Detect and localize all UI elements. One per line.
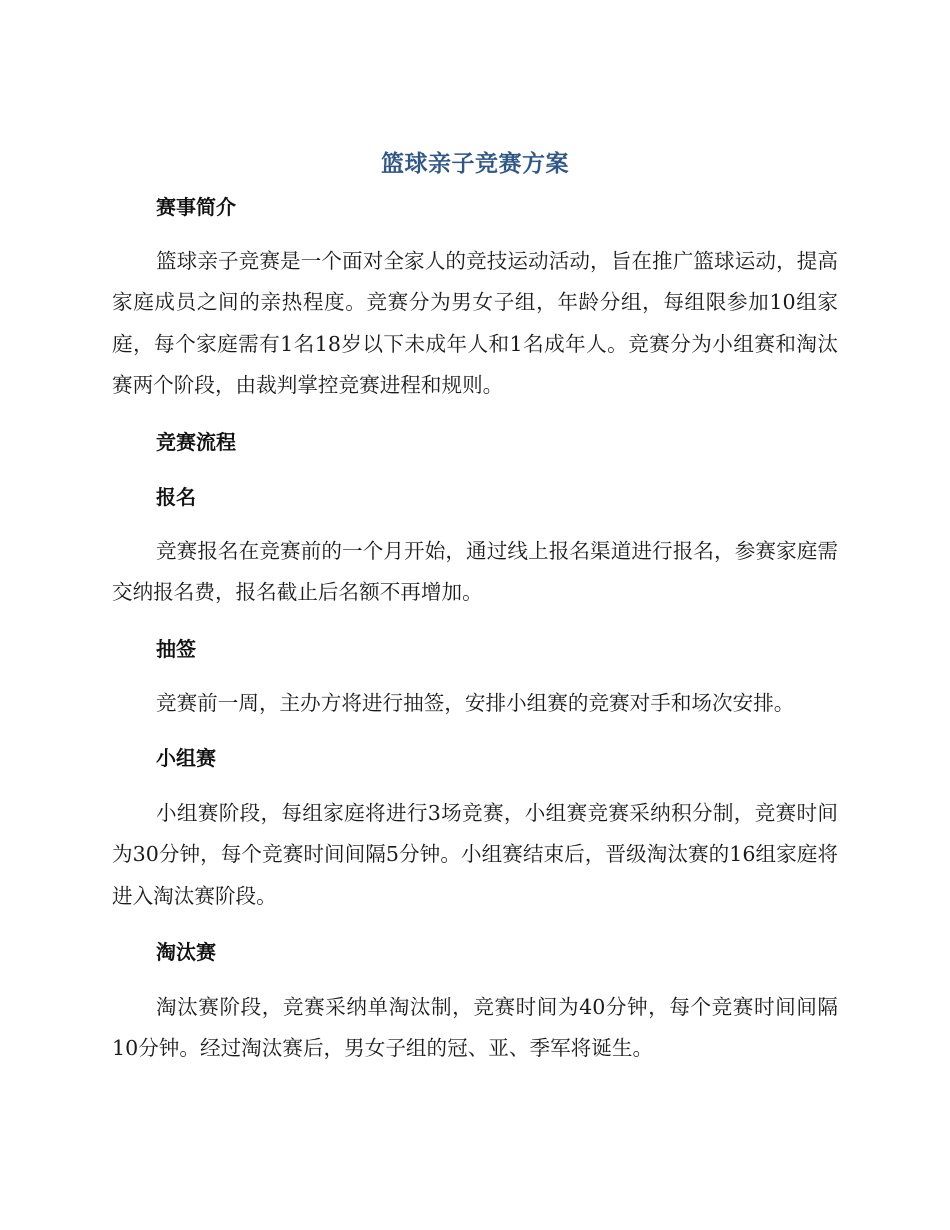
document-title: 篮球亲子竞赛方案 [381, 151, 569, 177]
section-paragraph-intro: 篮球亲子竞赛是一个面对全家人的竞技运动活动，旨在推广篮球运动，提高家庭成员之间的亲热程度。竞赛分为男女子组，年龄分组，每组限参加10组家庭，每个家庭需有1名18岁以下未成年人和1名成年人。竞赛分为小组赛和淘汰赛两个阶段，由裁判掌控竞赛进程和规则。 [112, 249, 838, 397]
section-paragraph-group-stage: 小组赛阶段，每组家庭将进行3场竞赛，小组赛竞赛采纳积分制，竞赛时间为30分钟，每个竞赛时间间隔5分钟。小组赛结束后，晋级淘汰赛的16组家庭将进入淘汰赛阶段。 [112, 801, 838, 908]
section-heading-draw: 抽签 [156, 637, 196, 661]
section-heading-registration: 报名 [156, 485, 196, 509]
section-heading-intro: 赛事简介 [156, 195, 236, 219]
section-paragraph-draw: 竞赛前一周，主办方将进行抽签，安排小组赛的竞赛对手和场次安排。 [156, 691, 795, 715]
section-heading-knockout: 淘汰赛 [156, 940, 216, 964]
section-heading-group-stage: 小组赛 [156, 746, 216, 770]
section-paragraph-knockout: 淘汰赛阶段，竞赛采纳单淘汰制，竞赛时间为40分钟，每个竞赛时间间隔10分钟。经过淘汰赛后，男女子组的冠、亚、季军将诞生。 [112, 995, 838, 1061]
section-paragraph-registration: 竞赛报名在竞赛前的一个月开始，通过线上报名渠道进行报名，参赛家庭需交纳报名费，报名截止后名额不再增加。 [112, 539, 838, 605]
section-heading-process: 竞赛流程 [156, 430, 236, 454]
